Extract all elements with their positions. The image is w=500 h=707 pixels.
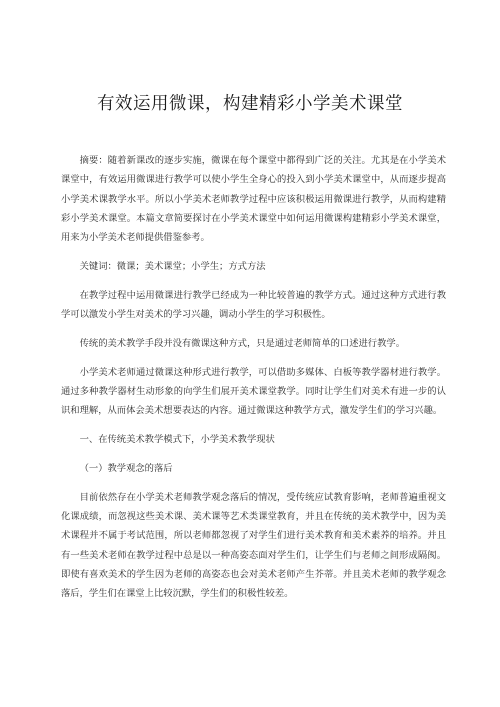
body-paragraph-2: 传统的美术教学手段并没有微课这种方式，只是通过老师简单的口述进行教学。 (79, 337, 405, 349)
section-heading: 一、在传统美术教学模式下，小学美术教学现状 (79, 434, 275, 446)
body-paragraph-3: 小学美术老师通过微课这种形式进行教学，可以借助多媒体、白板等教学器材进行教学。通过多种教学器材生动形象的向学生们展开美术课堂教学。同时让学生们对美术有进一步的认识和理解，从而体会美术想要表达的内容。通过微课这种教学方式，激发学生们的学习兴趣。 (61, 366, 446, 417)
subsection-heading: （一）教学观念的落后 (79, 462, 173, 474)
body-paragraph-1: 在教学过程中运用微课进行教学已经成为一种比较普遍的教学方式。通过这种方式进行教学可以激发小学生对美术的学习兴趣，调动小学生的学习积极性。 (61, 289, 446, 321)
document-body (61, 151, 446, 603)
body-paragraph-4: 目前依然存在小学美术老师教学观念落后的情况，受传统应试教育影响，老师普遍重视文化课成绩，而忽视这些美术课、美术课等艺术类课堂教育，并且在传统的美术教学中，因为美术课程并不属于考试范围，所以老师都忽视了对学生们进行美术教育和美术素养的培养。并且有一些美术老师在教学过程中总是以一种高姿态面对学生们，让学生们与老师之间形成隔阂。即使有喜欢美术的学生因为老师的高姿态也会对美术老师产生芥蒂。并且美术老师的教学观念落后，学生们在课堂上比较沉默，学生们的积极性较差。 (61, 491, 446, 600)
abstract-paragraph: 摘要：随着新课改的逐步实施，微课在每个课堂中都得到广泛的关注。尤其是在小学美术课堂中，有效运用微课进行教学可以使小学生全身心的投入到小学美术课堂中，从而逐步提高小学美术课教学水平。所以小学美术老师教学过程中应该积极运用微课进行教学，从而构建精彩小学美术课堂。本篇文章简要探讨在小学美术课堂中如何运用微课构建精彩小学美术课堂，用来为小学美术老师提供借鉴参考。 (61, 155, 446, 244)
document-title: 有效运用微课，构建精彩小学美术课堂 (97, 94, 403, 114)
keywords-line: 关键词：微课；美术课堂；小学生；方式方法 (79, 260, 266, 272)
